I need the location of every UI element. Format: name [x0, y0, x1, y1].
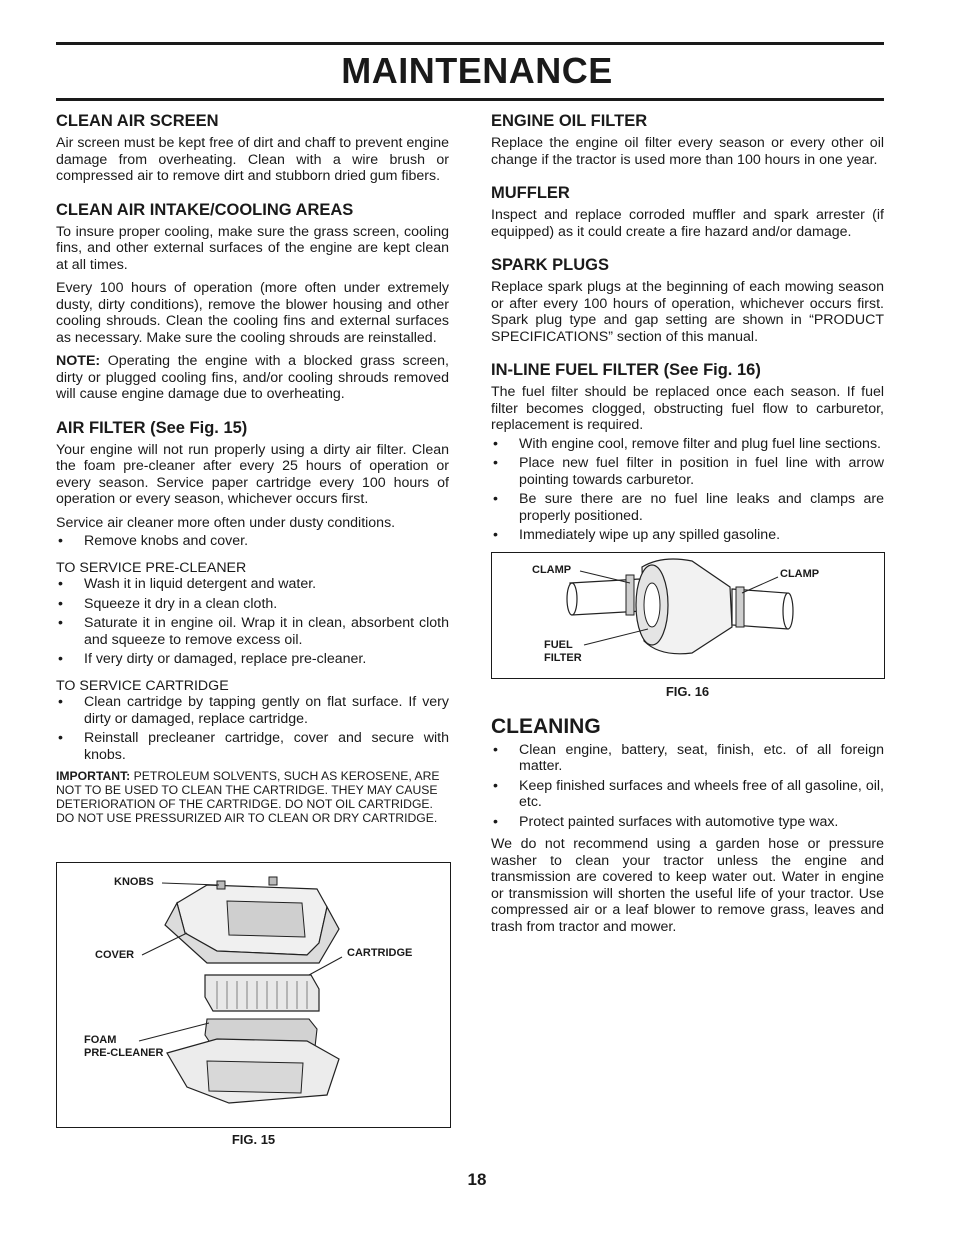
muffler-heading: MUFFLER — [491, 184, 570, 202]
list-item: • Be sure there are no fuel line leaks and clamps are properly positioned. — [491, 491, 884, 524]
fig15-box — [56, 862, 451, 1128]
cooling-areas-text-2: Every 100 hours of operation (more often under extremely dusty, dirty conditions), remove the blower housing and other cooling shrouds. Clean the cooling fins and external surfaces as necessary. Make sure the cooling shrouds are reinstalled. — [56, 280, 449, 346]
list-item: • If very dirty or damaged, replace pre-cleaner. — [56, 651, 449, 668]
oil-filter-text: Replace the engine oil filter every season or every other oil change if the tractor is used more than 100 hours in one year. — [491, 135, 884, 168]
list-item: • Keep finished surfaces and wheels free of all gasoline, oil, etc. — [491, 778, 884, 811]
fig15-cover-label: COVER — [95, 949, 135, 961]
clean-air-screen-heading: CLEAN AIR SCREEN — [56, 112, 219, 130]
cooling-areas-text-1: To insure proper cooling, make sure the grass screen, cooling fins, and other external surfaces of the engine are kept clean at all times. — [56, 223, 449, 273]
fuel-filter-heading: IN-LINE FUEL FILTER (See Fig. 16) — [491, 361, 761, 379]
right-column — [491, 112, 884, 942]
spark-plugs-heading: SPARK PLUGS — [491, 256, 609, 274]
fig15-caption: FIG. 15 — [231, 1132, 276, 1147]
muffler-text: Inspect and replace corroded muffler and spark arrester (if equipped) as it could create a fire hazard and/or damage. — [491, 207, 884, 240]
pre-cleaner-list — [56, 576, 449, 668]
list-item: • Saturate it in engine oil. Wrap it in clean, absorbent cloth and squeeze to remove excess oil. — [56, 615, 449, 648]
important-label: IMPORTANT: — [56, 769, 131, 783]
important-note — [56, 769, 449, 825]
title-underline — [56, 98, 884, 101]
air-filter-heading: AIR FILTER (See Fig. 15) — [56, 418, 248, 437]
fig16-clamp-left-label: CLAMP — [532, 563, 572, 576]
fig16-caption: FIG. 16 — [665, 683, 710, 699]
top-rule — [56, 42, 884, 45]
list-item: • With engine cool, remove filter and plug fuel line sections. — [491, 436, 884, 453]
fig16-fuel-filter-label: FUEL FILTER — [544, 638, 582, 664]
list-item: • Clean cartridge by tapping gently on flat surface. If very dirty or damaged, replace cartridge. — [56, 694, 449, 727]
cleaning-list — [491, 742, 884, 831]
note-text: Operating the engine with a blocked grass screen, dirty or plugged cooling fins, and/or cooling shrouds removed will cause engine damage due to overheating. — [56, 353, 449, 402]
list-item: • Remove knobs and cover. — [56, 533, 449, 550]
list-item: • Protect painted surfaces with automotive type wax. — [491, 814, 884, 831]
fig16-box — [491, 552, 885, 679]
fig16-clamp-right-label: CLAMP — [780, 567, 820, 580]
oil-filter-heading: ENGINE OIL FILTER — [491, 112, 648, 130]
cleaning-heading: CLEANING — [491, 714, 601, 738]
important-text: PETROLEUM SOLVENTS, SUCH AS KEROSENE, ARE NOT TO BE USED TO CLEAN THE CARTRIDGE. THEY MAY CAUSE DETERIORATION OF THE CARTRIDGE. DO NOT OIL CARTRIDGE. DO NOT USE PRESSURIZED AIR TO CLEAN OR DRY CARTRIDGE. — [56, 769, 440, 825]
note-label: NOTE: — [56, 353, 101, 369]
list-item: • Clean engine, battery, seat, finish, etc. of all foreign matter. — [491, 742, 884, 775]
spark-plugs-text: Replace spark plugs at the beginning of each mowing season or after every 100 hours of operation, whichever occurs first. Spark plug type and gap setting are shown in “PRODUCT SPECIFICATIONS” section of this manual. — [491, 279, 884, 345]
air-filter-text-1: Your engine will not run properly using a dirty air filter. Clean the foam pre-cleaner after every 25 hours of operation or every season. Service paper cartridge every 100 hours of operation or every season, whichever occurs first. — [56, 441, 449, 507]
list-item: • Squeeze it dry in a clean cloth. — [56, 596, 449, 613]
list-item: • Reinstall precleaner cartridge, cover and secure with knobs. — [56, 730, 449, 763]
page-number: 18 — [467, 1170, 487, 1189]
clean-air-screen-text: Air screen must be kept free of dirt and chaff to prevent engine damage from overheating. Clean with a wire brush or compressed air to remove dirt and stubborn dried gum fibers. — [56, 135, 449, 184]
air-filter-list-1 — [56, 533, 449, 550]
fuel-filter-list — [491, 436, 884, 544]
fuel-filter-text: The fuel filter should be replaced once each season. If fuel filter becomes clogged, obstructing fuel flow to carburetor, replacement is required. — [491, 384, 884, 433]
list-item: • Immediately wipe up any spilled gasoline. — [491, 527, 884, 544]
fig15-cartridge-label: CARTRIDGE — [347, 947, 413, 959]
pre-cleaner-subheading: TO SERVICE PRE-CLEANER — [56, 559, 247, 576]
fig15-foam-label: FOAM PRE-CLEANER — [84, 1034, 164, 1059]
cooling-areas-heading: CLEAN AIR INTAKE/COOLING AREAS — [56, 200, 354, 219]
page-title: MAINTENANCE — [341, 50, 613, 91]
list-item: • Wash it in liquid detergent and water. — [56, 576, 449, 593]
cleaning-text: We do not recommend using a garden hose or pressure washer to clean your tractor unless the engine and transmission are covered to keep water out. Water in engine or transmission will shorten the useful life of your tractor. Use compressed air or a leaf blower to remove grass, leaves and trash from tractor and mower. — [491, 836, 884, 935]
cartridge-list — [56, 694, 449, 763]
left-column — [56, 112, 449, 832]
cartridge-subheading: TO SERVICE CARTRIDGE — [56, 677, 229, 694]
cooling-note — [56, 353, 449, 403]
list-item: • Place new fuel filter in position in fuel line with arrow pointing towards carburetor. — [491, 455, 884, 488]
air-filter-text-2: Service air cleaner more often under dusty conditions. — [56, 514, 396, 531]
air-filter-illustration — [57, 863, 450, 1127]
fig15-knobs-label: KNOBS — [114, 876, 154, 888]
